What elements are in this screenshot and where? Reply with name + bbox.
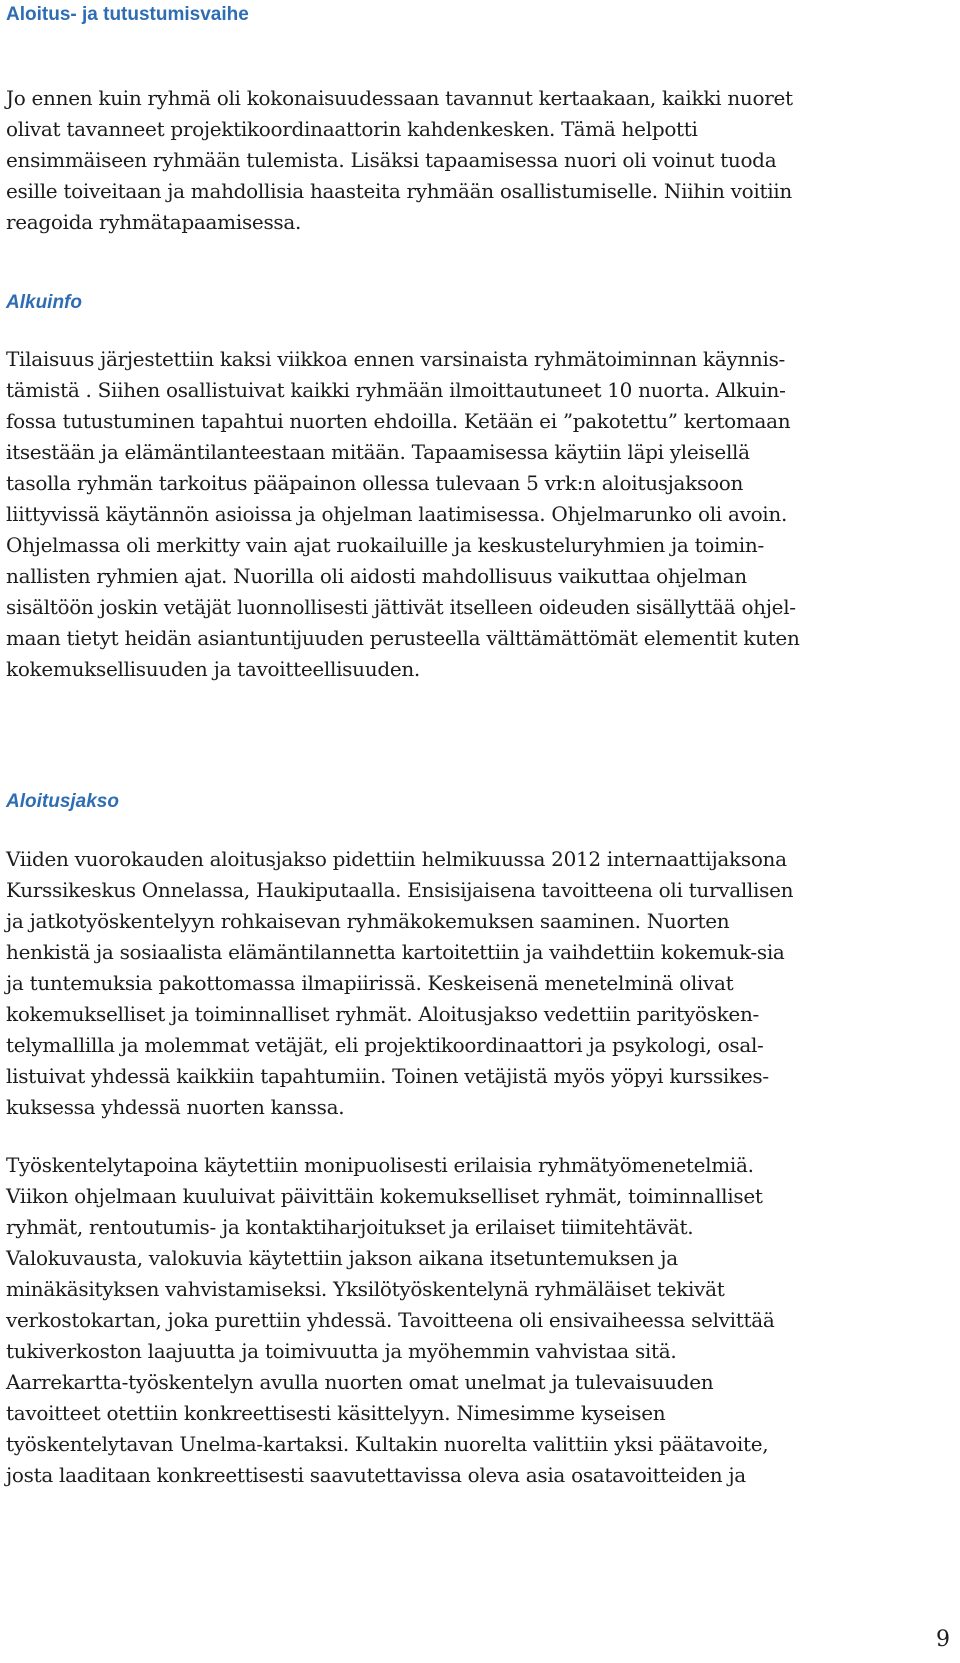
text-line: kokemukselliset ja toiminnalliset ryhmät. Aloitusjakso vedettiin parityösken- <box>6 1002 759 1026</box>
text-line: työskentelytavan Unelma-kartaksi. Kultakin nuorelta valittiin yksi päätavoite, <box>6 1432 769 1456</box>
text-line: kuksessa yhdessä nuorten kanssa. <box>6 1095 345 1119</box>
paragraph-aloitusjakso-1 <box>6 844 793 1123</box>
text-line: tavoitteet otettiin konkreettisesti käsittelyyn. Nimesimme kyseisen <box>6 1401 666 1425</box>
text-line: Kurssikeskus Onnelassa, Haukiputaalla. Ensisijaisena tavoitteena oli turvallisen <box>6 878 794 902</box>
text-line: ja tuntemuksia pakottomassa ilmapiirissä. Keskeisenä menetelminä olivat <box>6 971 734 995</box>
text-line: Viiden vuorokauden aloitusjakso pidettiin helmikuussa 2012 internaattijaksona <box>6 847 787 871</box>
text-line: ja jatkotyöskentelyyn rohkaisevan ryhmäkokemuksen saaminen. Nuorten <box>6 909 730 933</box>
paragraph-aloitusvaihe <box>6 83 793 238</box>
text-line: reagoida ryhmätapaamisessa. <box>6 210 302 234</box>
heading-aloitusjakso: Aloitusjakso <box>6 791 119 812</box>
text-line: sisältöön joskin vetäjät luonnollisesti jättivät itselleen oideuden sisällyttää ohjel- <box>6 595 796 619</box>
text-line: tämistä . Siihen osallistuivat kaikki ryhmään ilmoittautuneet 10 nuorta. Alkuin- <box>6 378 786 402</box>
text-line: minäkäsityksen vahvistamiseksi. Yksilötyöskentelynä ryhmäläiset tekivät <box>6 1277 725 1301</box>
text-line: listuivat yhdessä kaikkiin tapahtumiin. Toinen vetäjistä myös yöpyi kurssikes- <box>6 1064 769 1088</box>
paragraph-alkuinfo <box>6 344 800 685</box>
text-line: tasolla ryhmän tarkoitus pääpainon ollessa tulevaan 5 vrk:n aloitusjaksoon <box>6 471 744 495</box>
heading-aloitus-ja-tutustumisvaihe: Aloitus- ja tutustumisvaihe <box>6 4 249 25</box>
text-line: ryhmät, rentoutumis- ja kontaktiharjoitukset ja erilaiset tiimitehtävät. <box>6 1215 694 1239</box>
text-line: Työskentelytapoina käytettiin monipuolisesti erilaisia ryhmätyömenetelmiä. <box>6 1153 754 1177</box>
text-line: nallisten ryhmien ajat. Nuorilla oli aidosti mahdollisuus vaikuttaa ohjelman <box>6 564 747 588</box>
text-line: itsestään ja elämäntilanteestaan mitään. Tapaamisessa käytiin läpi yleisellä <box>6 440 750 464</box>
text-line: tukiverkoston laajuutta ja toimivuutta ja myöhemmin vahvistaa sitä. <box>6 1339 677 1363</box>
text-line: olivat tavanneet projektikoordinaattorin kahdenkesken. Tämä helpotti <box>6 117 698 141</box>
text-line: fossa tutustuminen tapahtui nuorten ehdoilla. Ketään ei ”pakotettu” kertomaan <box>6 409 791 433</box>
text-line: Tilaisuus järjestettiin kaksi viikkoa ennen varsinaista ryhmätoiminnan käynnis- <box>6 347 786 371</box>
text-line: kokemuksellisuuden ja tavoitteellisuuden. <box>6 657 420 681</box>
page-number: 9 <box>936 1627 950 1652</box>
text-line: Aarrekartta-työskentelyn avulla nuorten omat unelmat ja tulevaisuuden <box>6 1370 714 1394</box>
paragraph-aloitusjakso-2 <box>6 1150 775 1491</box>
text-line: Ohjelmassa oli merkitty vain ajat ruokailuille ja keskusteluryhmien ja toimin- <box>6 533 764 557</box>
text-line: ensimmäiseen ryhmään tulemista. Lisäksi tapaamisessa nuori oli voinut tuoda <box>6 148 777 172</box>
text-line: verkostokartan, joka purettiin yhdessä. Tavoitteena oli ensivaiheessa selvittää <box>6 1308 775 1332</box>
text-line: henkistä ja sosiaalista elämäntilannetta kartoitettiin ja vaihdettiin kokemuk-sia <box>6 940 785 964</box>
text-line: Jo ennen kuin ryhmä oli kokonaisuudessaan tavannut kertaakaan, kaikki nuoret <box>6 86 793 110</box>
text-line: esille toiveitaan ja mahdollisia haasteita ryhmään osallistumiselle. Niihin voitiin <box>6 179 792 203</box>
text-line: maan tietyt heidän asiantuntijuuden perusteella välttämättömät elementit kuten <box>6 626 800 650</box>
text-line: liittyvissä käytännön asioissa ja ohjelman laatimisessa. Ohjelmarunko oli avoin. <box>6 502 788 526</box>
text-line: Viikon ohjelmaan kuuluivat päivittäin kokemukselliset ryhmät, toiminnalliset <box>6 1184 763 1208</box>
text-line: telymallilla ja molemmat vetäjät, eli projektikoordinaattori ja psykologi, osal- <box>6 1033 764 1057</box>
text-line: Valokuvausta, valokuvia käytettiin jakson aikana itsetuntemuksen ja <box>6 1246 678 1270</box>
heading-alkuinfo: Alkuinfo <box>6 292 82 313</box>
text-line: josta laaditaan konkreettisesti saavutettavissa oleva asia osatavoitteiden ja <box>6 1463 746 1487</box>
